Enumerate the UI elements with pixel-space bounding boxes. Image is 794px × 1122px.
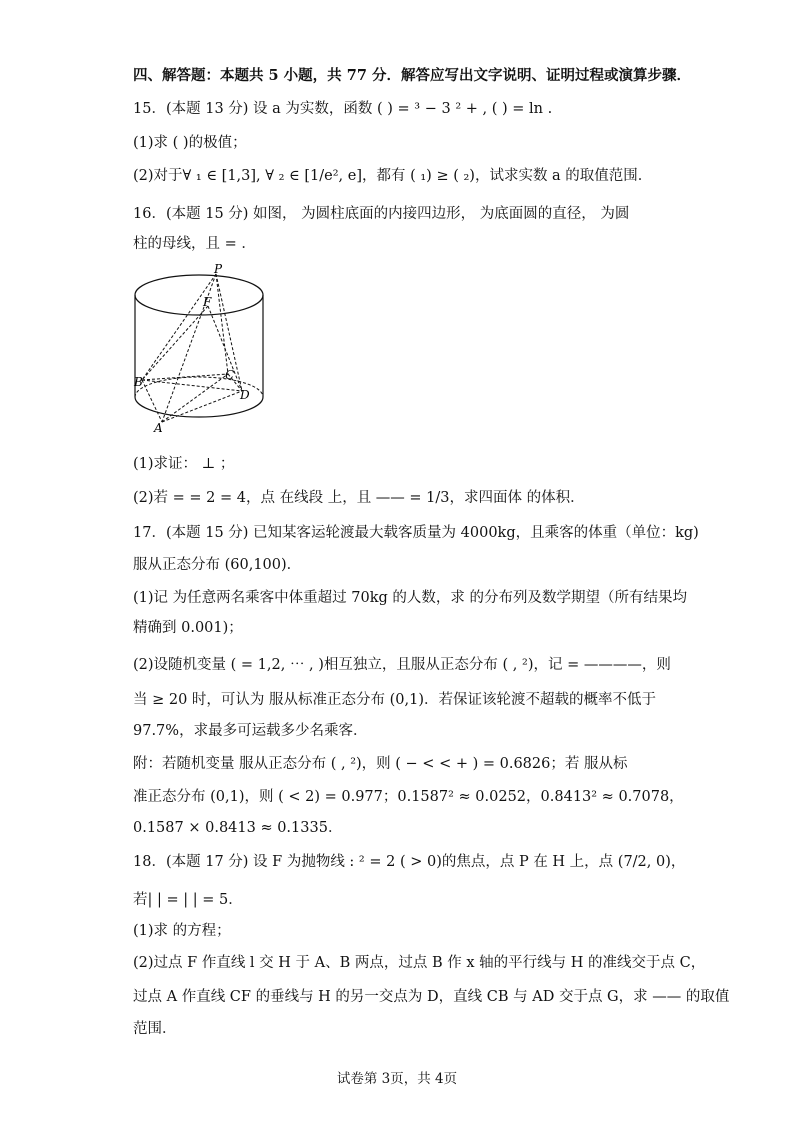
page-footer: 试卷第 3页，共 4页 [336, 1071, 458, 1087]
q18-part1: (1)求 的方程； [133, 923, 231, 939]
q17-appendix-line1: 附：若随机变量 服从正态分布 ( , ²)，则 ( − < < + ) = 0.6826；若 服从标 [133, 756, 628, 772]
q15-stem: 15．(本题 13 分) 设 a 为实数，函数 ( ) = ³ − 3 ² + , ( ) = ln . [133, 101, 553, 117]
q16-stem-line1: 16．(本题 15 分) 如图， 为圆柱底面的内接四边形， 为底面圆的直径， 为圆 [133, 206, 630, 222]
q18-part2-line2: 过点 A 作直线 CF 的垂线与 H 的另一交点为 D，直线 CB 与 AD 交于点 G，求 —— 的取值 [133, 989, 730, 1005]
q15-part1: (1)求 ( )的极值； [133, 135, 247, 151]
label-p: P [214, 262, 223, 276]
q17-appendix-line3: 0.1587 × 0.8413 ≈ 0.1335． [133, 820, 343, 836]
label-a: A [154, 421, 163, 434]
q17-stem-line2: 服从正态分布 (60,100)． [133, 557, 302, 573]
q16-stem-line2: 柱的母线，且 = ． [133, 236, 256, 252]
q17-part1-line2: 精确到 0.001)； [133, 620, 243, 636]
q17-part2-line3: 97.7%，求最多可运载多少名乘客． [133, 723, 368, 739]
label-d: D [240, 388, 250, 402]
label-b: B [134, 375, 143, 389]
q17-part1-line1: (1)记 为任意两名乘客中体重超过 70kg 的人数，求 的分布列及数学期望（所有结果均 [133, 590, 687, 606]
q16-part2: (2)若 = = 2 = 4，点 在线段 上，且 —— = 1/3，求四面体 的体积． [133, 490, 585, 506]
q18-part2-line3: 范围． [133, 1021, 177, 1037]
q17-stem-line1: 17．(本题 15 分) 已知某客运轮渡最大载客质量为 4000kg，且乘客的体重（单位：kg) [133, 525, 699, 541]
label-c: C [225, 368, 235, 382]
q17-part2-line2: 当 ≥ 20 时，可认为 服从标准正态分布 (0,1)．若保证该轮渡不超载的概率不低于 [133, 692, 657, 708]
q16-part1: (1)求证： ⊥ ； [133, 456, 235, 472]
q15-part2: (2)对于∀ ₁ ∈ [1,3], ∀ ₂ ∈ [1/e², e]，都有 ( ₁) ≥ ( ₂)，试求实数 a 的取值范围． [133, 168, 653, 184]
q18-stem-line2: 若| | = | | = 5． [133, 892, 243, 908]
q18-stem-line1: 18．(本题 17 分) 设 F 为抛物线 : ² = 2 ( > 0)的焦点，点 P 在 H 上，点 (7/2, 0)， [133, 854, 686, 870]
label-f: F [203, 295, 212, 309]
q17-appendix-line2: 准正态分布 (0,1)，则 ( < 2) = 0.977；0.1587² ≈ 0.0252，0.8413² ≈ 0.7078， [133, 789, 684, 805]
q18-part2-line1: (2)过点 F 作直线 l 交 H 于 A、B 两点，过点 B 作 x 轴的平行线与 H 的准线交于点 C， [133, 955, 706, 971]
q17-part2-line1: (2)设随机变量 ( = 1,2, ⋯ , )相互独立，且服从正态分布 ( , ²)，记 = ————，则 [133, 657, 671, 673]
cylinder-figure [130, 262, 265, 434]
section-heading: 四、解答题：本题共 5 小题，共 77 分．解答应写出文字说明、证明过程或演算步骤． [133, 67, 691, 84]
